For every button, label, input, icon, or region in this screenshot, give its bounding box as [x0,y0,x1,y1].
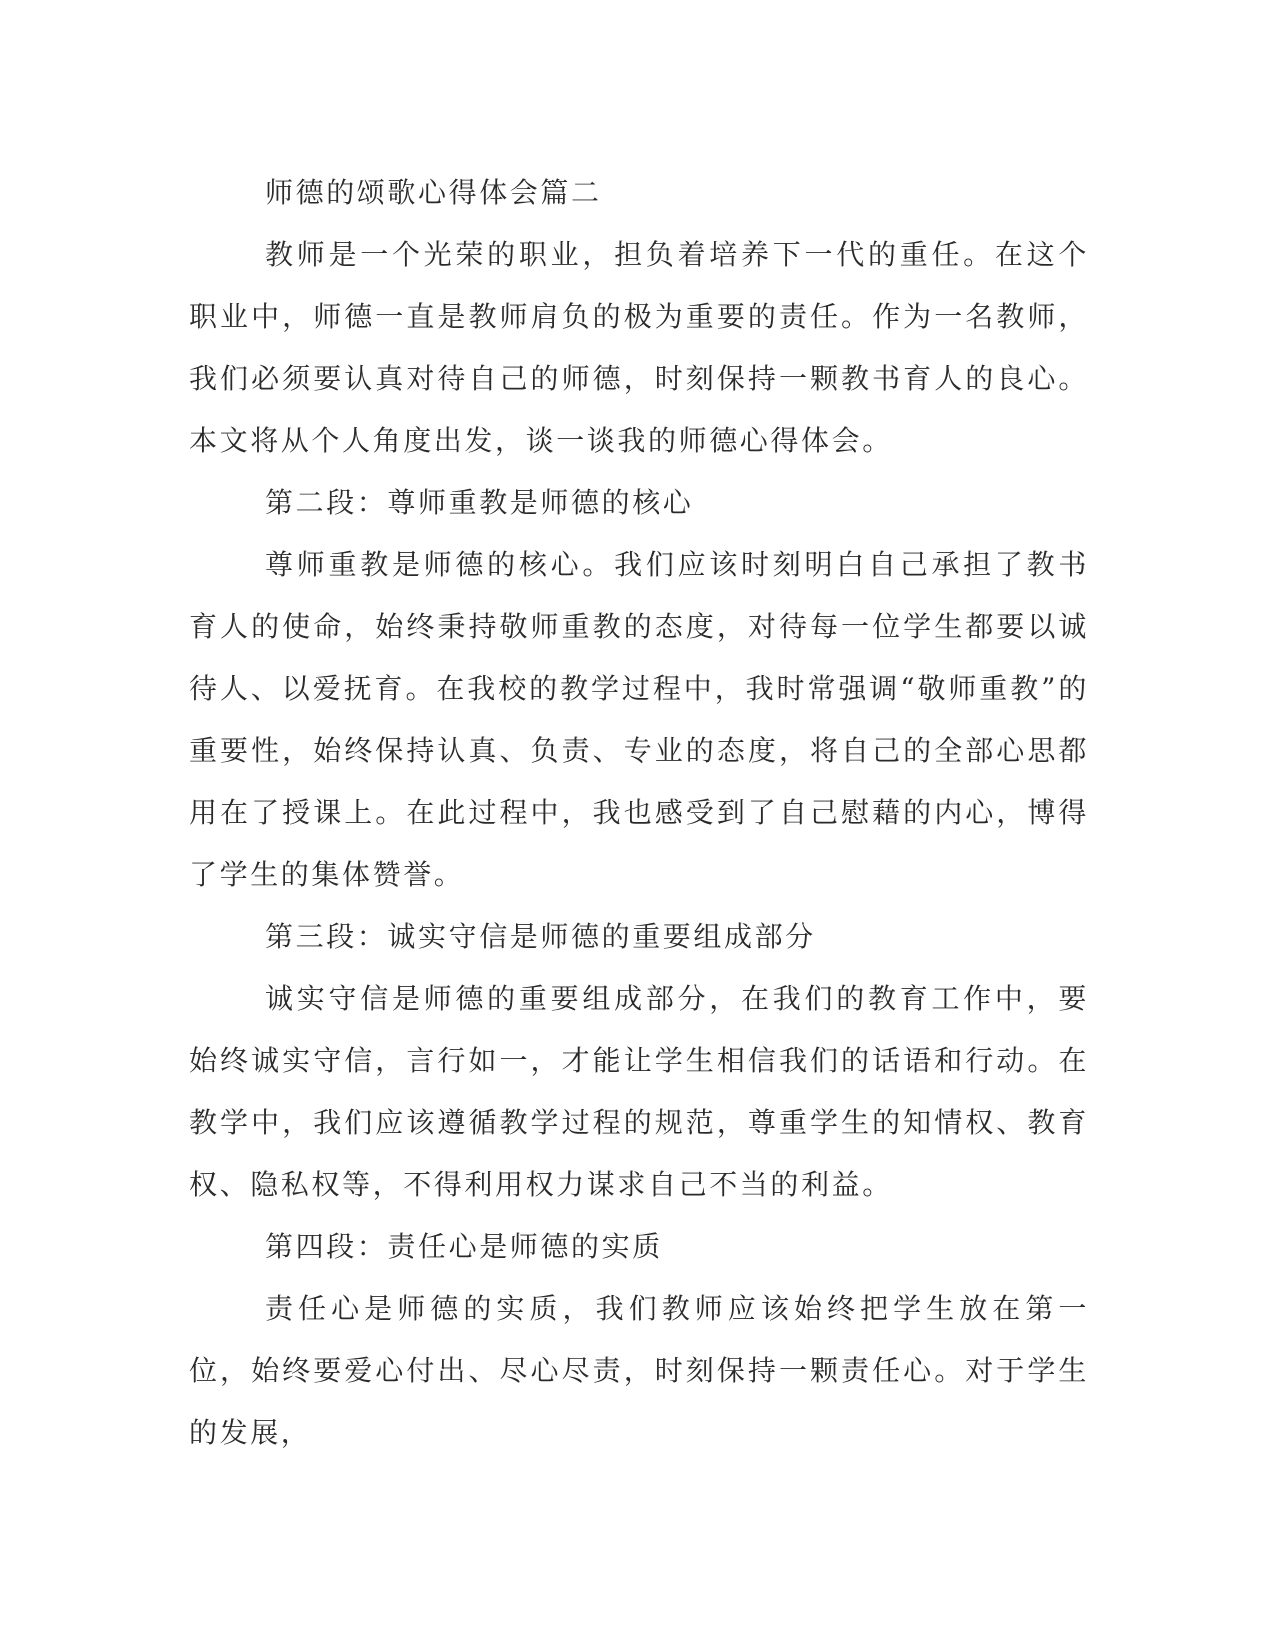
section-heading-2: 第二段：尊师重教是师德的核心 [265,486,694,519]
section-heading-4: 第四段：责任心是师德的实质 [265,1230,663,1263]
section-heading-3: 第三段：诚实守信是师德的重要组成部分 [265,920,816,953]
paragraph-section-4: 责任心是师德的实质，我们教师应该始终把学生放在第一位，始终要爱心付出、尽心尽责，时刻保持一颗责任心。对于学生的发展， [189,1292,1089,1449]
paragraph-intro: 教师是一个光荣的职业，担负着培养下一代的重任。在这个职业中，师德一直是教师肩负的极为重要的责任。作为一名教师，我们必须要认真对待自己的师德，时刻保持一颗教书育人的良心。本文将从个人角度出发，谈一谈我的师德心得体会。 [189,238,1089,457]
document-body [189,162,1089,1464]
paragraph-section-2: 尊师重教是师德的核心。我们应该时刻明白自己承担了教书育人的使命，始终秉持敬师重教的态度，对待每一位学生都要以诚待人、以爱抚育。在我校的教学过程中，我时常强调“敬师重教”的重要性，始终保持认真、负责、专业的态度，将自己的全部心思都用在了授课上。在此过程中，我也感受到了自己慰藉的内心，博得了学生的集体赞誉。 [189,548,1089,891]
paragraph-section-3: 诚实守信是师德的重要组成部分，在我们的教育工作中，要始终诚实守信，言行如一，才能让学生相信我们的话语和行动。在教学中，我们应该遵循教学过程的规范，尊重学生的知情权、教育权、隐私权等，不得利用权力谋求自己不当的利益。 [189,982,1089,1201]
document-title: 师德的颂歌心得体会篇二 [265,176,602,209]
